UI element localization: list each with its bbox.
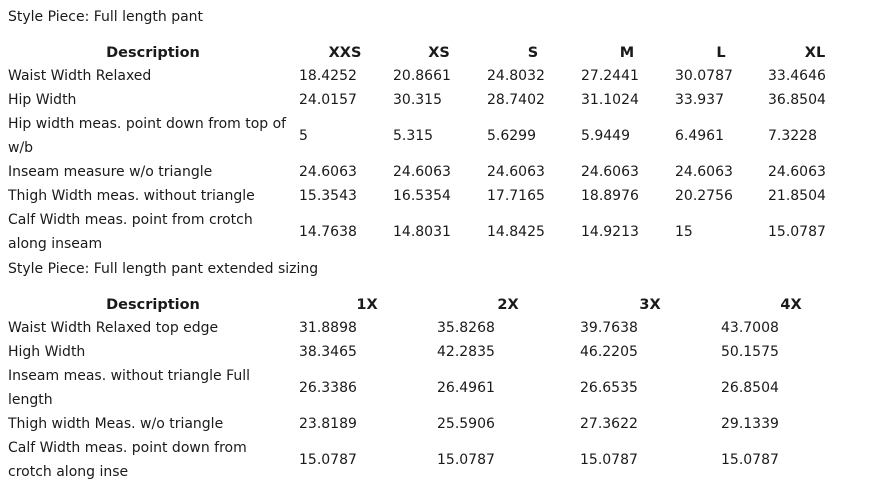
column-header-size: XXS — [328, 45, 362, 61]
measurement-value: 26.6535 — [580, 380, 638, 396]
column-header-size: S — [527, 45, 539, 61]
measurement-value: 15.0787 — [721, 452, 779, 468]
measurement-value: 31.1024 — [581, 92, 639, 108]
measurement-value: 27.3622 — [580, 416, 638, 432]
measurement-value: 18.4252 — [299, 68, 357, 84]
measurement-value: 15.0787 — [437, 452, 495, 468]
measurement-value: 14.8031 — [393, 224, 451, 240]
measurement-value: 26.3386 — [299, 380, 357, 396]
row-label: Waist Width Relaxed — [8, 68, 152, 84]
measurement-value: 15.3543 — [299, 188, 357, 204]
measurement-value: 50.1575 — [721, 344, 779, 360]
measurement-value: 5.9449 — [581, 128, 630, 144]
row-label: High Width — [8, 344, 86, 360]
column-header-description: Description — [106, 45, 200, 61]
row-label: Inseam measure w/o triangle — [8, 164, 213, 180]
row-label: Hip width meas. point down from top of — [8, 116, 287, 132]
measurement-value: 14.9213 — [581, 224, 639, 240]
measurement-value: 43.7008 — [721, 320, 779, 336]
measurement-value: 28.7402 — [487, 92, 545, 108]
row-label: Calf Width meas. point down from — [8, 440, 247, 456]
measurement-value: 35.8268 — [437, 320, 495, 336]
measurement-value: 30.315 — [393, 92, 442, 108]
measurement-value: 36.8504 — [768, 92, 826, 108]
measurement-value: 14.7638 — [299, 224, 357, 240]
column-header-size: XL — [804, 45, 826, 61]
measurement-value: 15 — [675, 224, 693, 240]
column-header-size: 3X — [639, 297, 661, 313]
measurement-value: 38.3465 — [299, 344, 357, 360]
measurement-value: 24.6063 — [487, 164, 545, 180]
measurement-value: 7.3228 — [768, 128, 817, 144]
measurement-value: 24.6063 — [393, 164, 451, 180]
column-header-size: 1X — [356, 297, 378, 313]
measurement-value: 26.4961 — [437, 380, 495, 396]
row-label: along inseam — [8, 236, 103, 252]
measurement-value: 20.2756 — [675, 188, 733, 204]
table-title: Style Piece: Full length pant — [8, 9, 204, 25]
measurement-value: 14.8425 — [487, 224, 545, 240]
measurement-value: 39.7638 — [580, 320, 638, 336]
measurement-value: 23.8189 — [299, 416, 357, 432]
measurement-value: 24.0157 — [299, 92, 357, 108]
row-label: Inseam meas. without triangle Full — [8, 368, 251, 384]
measurement-value: 33.4646 — [768, 68, 826, 84]
measurement-value: 31.8898 — [299, 320, 357, 336]
column-header-size: 2X — [497, 297, 519, 313]
table-title: Style Piece: Full length pant extended sizing — [8, 261, 319, 277]
measurement-value: 25.5906 — [437, 416, 495, 432]
measurement-value: 20.8661 — [393, 68, 451, 84]
measurement-value: 24.8032 — [487, 68, 545, 84]
measurement-value: 42.2835 — [437, 344, 495, 360]
measurement-value: 5 — [299, 128, 308, 144]
measurement-value: 17.7165 — [487, 188, 545, 204]
column-header-size: M — [619, 45, 635, 61]
row-label: Thigh Width meas. without triangle — [8, 188, 255, 204]
column-header-size: 4X — [780, 297, 802, 313]
column-header-description: Description — [106, 297, 200, 313]
row-label: Calf Width meas. point from crotch — [8, 212, 253, 228]
measurement-value: 5.6299 — [487, 128, 536, 144]
row-label: Waist Width Relaxed top edge — [8, 320, 219, 336]
measurement-value: 29.1339 — [721, 416, 779, 432]
measurement-value: 5.315 — [393, 128, 434, 144]
column-header-size: XS — [428, 45, 450, 61]
measurement-value: 15.0787 — [768, 224, 826, 240]
measurement-value: 24.6063 — [299, 164, 357, 180]
measurement-value: 15.0787 — [580, 452, 638, 468]
measurement-value: 24.6063 — [581, 164, 639, 180]
measurement-value: 6.4961 — [675, 128, 724, 144]
row-label: w/b — [8, 140, 34, 156]
row-label: length — [8, 392, 53, 408]
row-label: crotch along inse — [8, 464, 129, 480]
measurement-value: 33.937 — [675, 92, 724, 108]
measurement-value: 15.0787 — [299, 452, 357, 468]
measurement-value: 27.2441 — [581, 68, 639, 84]
measurement-value: 16.5354 — [393, 188, 451, 204]
column-header-size: L — [716, 45, 726, 61]
row-label: Hip Width — [8, 92, 77, 108]
measurement-value: 24.6063 — [768, 164, 826, 180]
measurement-value: 30.0787 — [675, 68, 733, 84]
measurement-value: 26.8504 — [721, 380, 779, 396]
measurement-value: 18.8976 — [581, 188, 639, 204]
row-label: Thigh width Meas. w/o triangle — [8, 416, 224, 432]
measurement-value: 46.2205 — [580, 344, 638, 360]
measurement-value: 21.8504 — [768, 188, 826, 204]
measurement-value: 24.6063 — [675, 164, 733, 180]
